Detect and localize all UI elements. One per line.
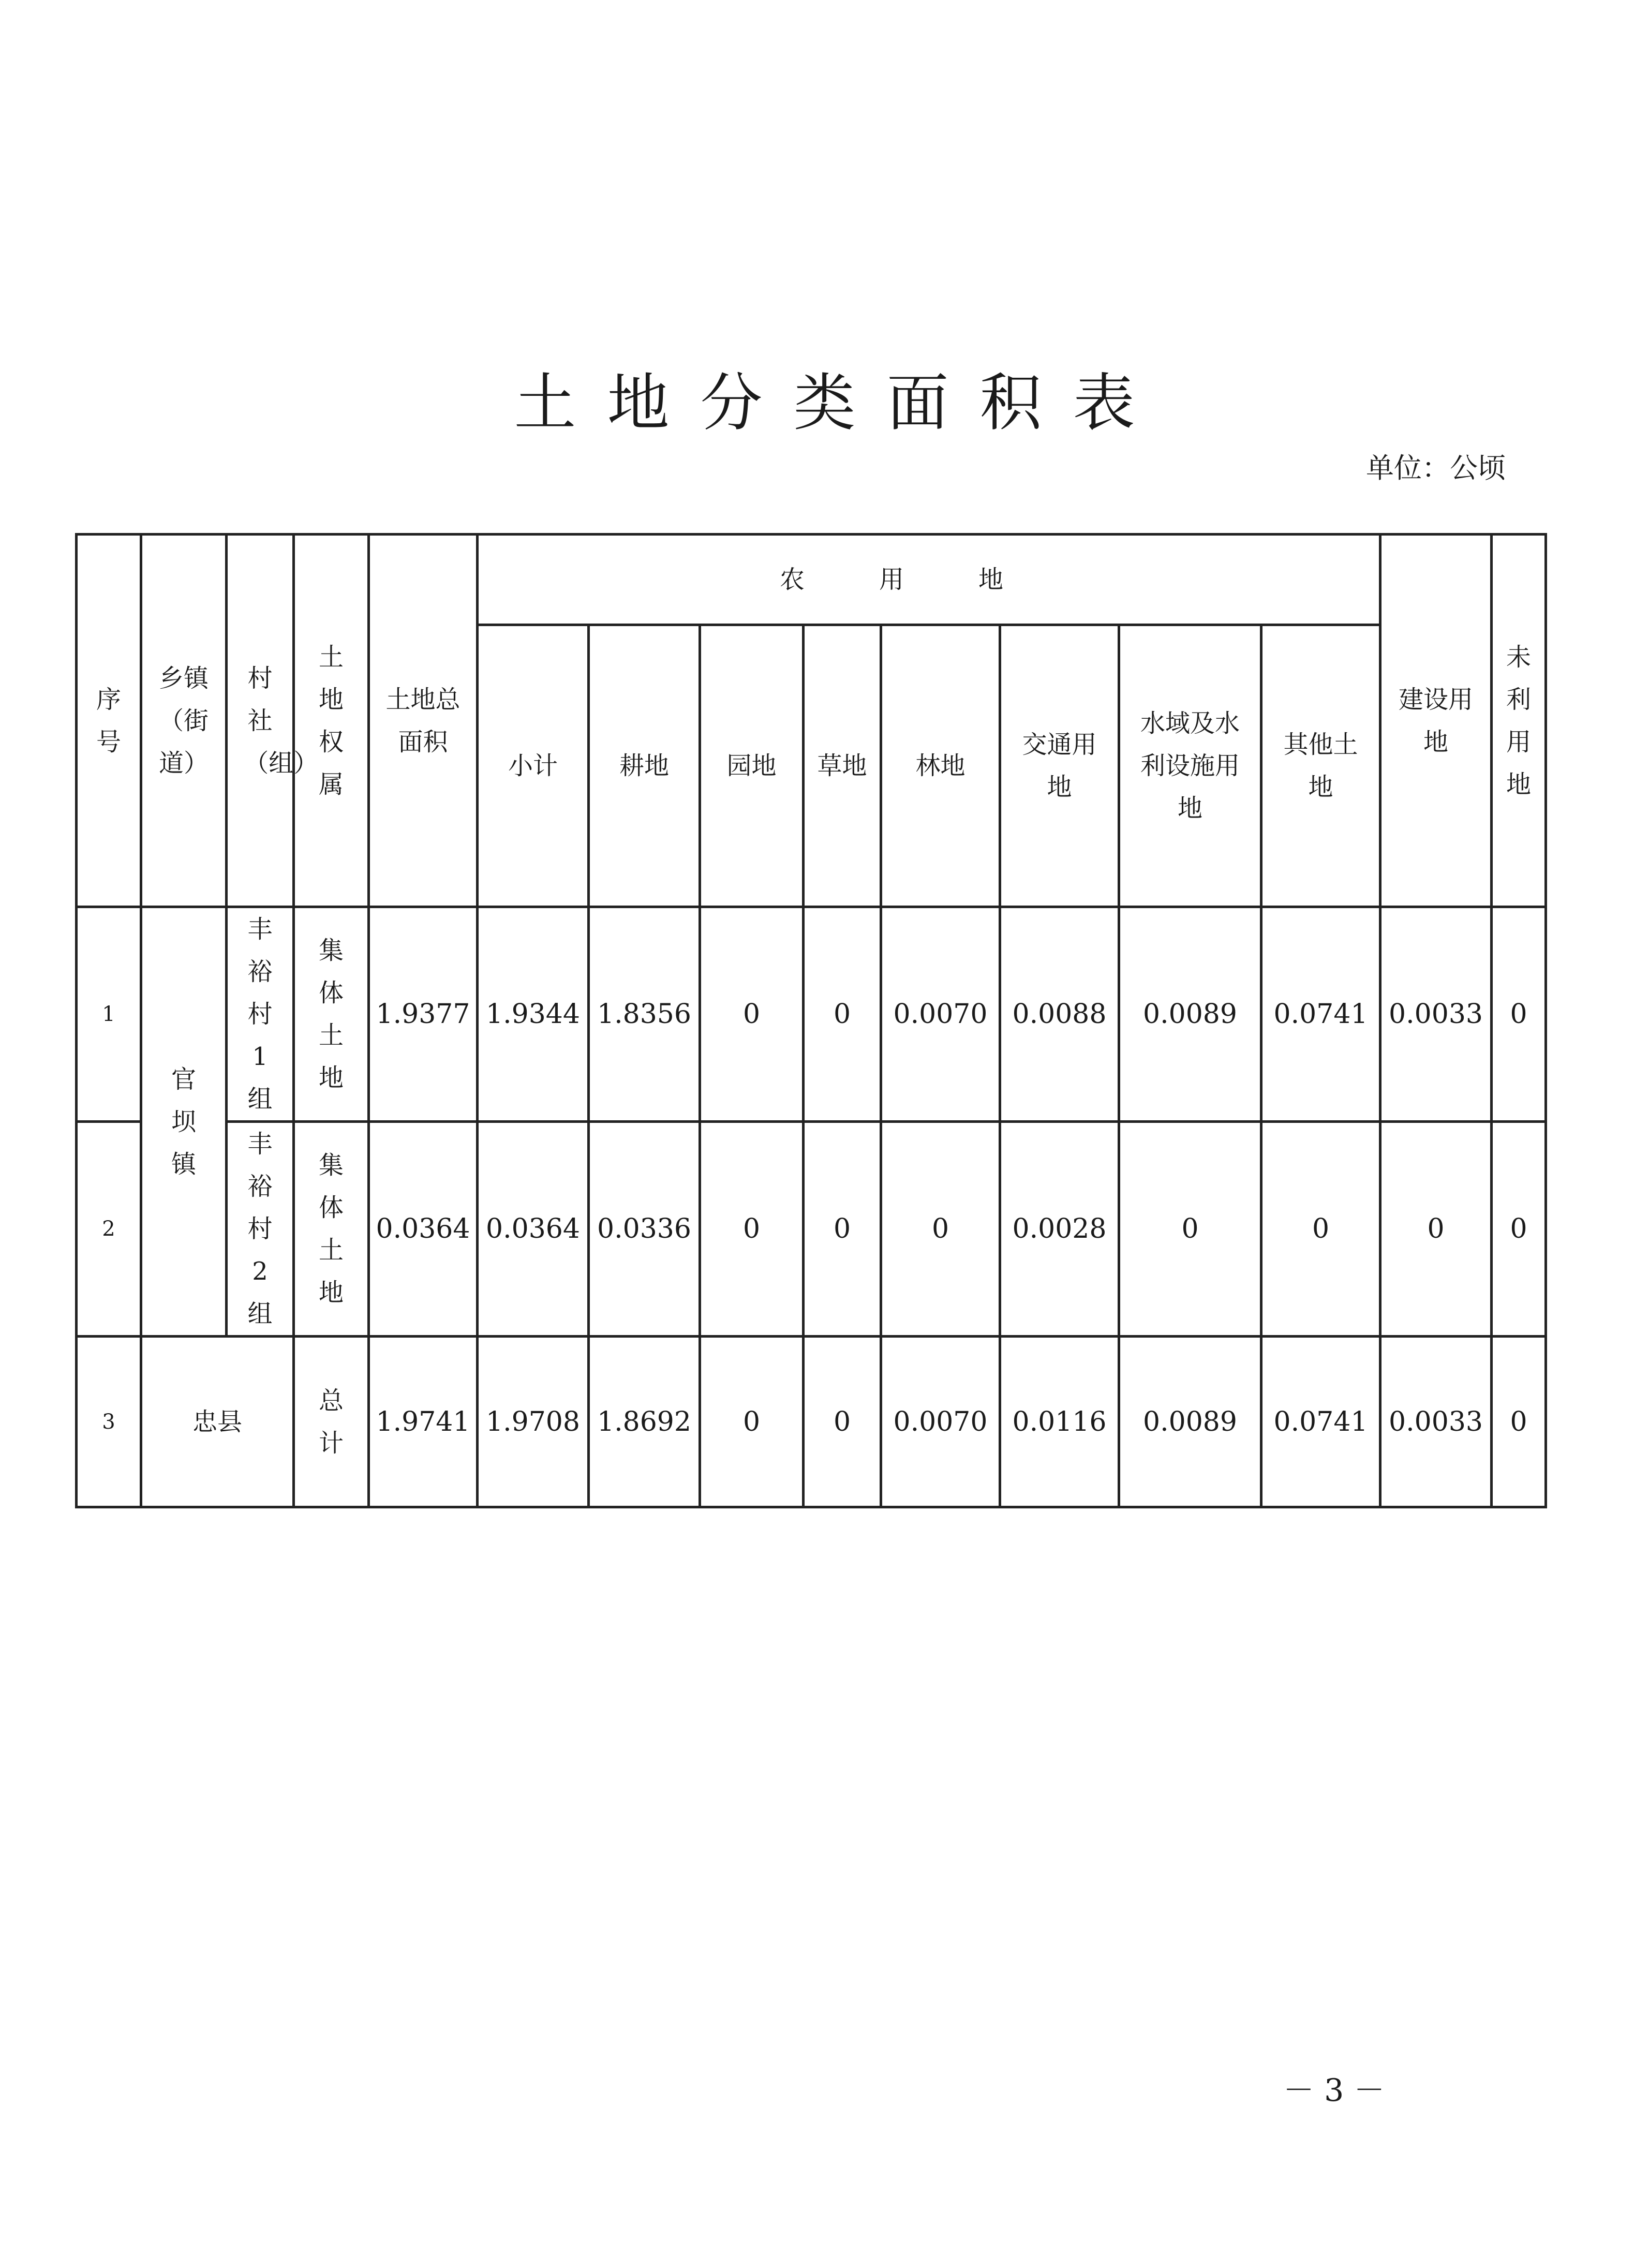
header-transport: 交通用地 bbox=[1000, 625, 1119, 907]
cell-total-area: 1.9741 bbox=[369, 1337, 478, 1507]
cell-forest: 0 bbox=[881, 1122, 1000, 1337]
cell-water: 0.0089 bbox=[1119, 907, 1261, 1122]
header-village: 村社（组） bbox=[227, 535, 294, 907]
unit-label: 单位：公顷 bbox=[1366, 452, 1506, 484]
table-row bbox=[77, 1122, 1546, 1337]
cell-transport: 0.0028 bbox=[1000, 1122, 1119, 1337]
header-ownership: 土地权属 bbox=[294, 535, 369, 907]
cell-subtotal: 1.9344 bbox=[478, 907, 589, 1122]
cell-garden: 0 bbox=[700, 1337, 804, 1507]
cell-unused: 0 bbox=[1492, 1337, 1546, 1507]
cell-cultivated: 1.8692 bbox=[589, 1337, 700, 1507]
cell-unused: 0 bbox=[1492, 1122, 1546, 1337]
cell-water: 0.0089 bbox=[1119, 1337, 1261, 1507]
cell-ownership: 集体土地 bbox=[294, 907, 369, 1122]
cell-other: 0.0741 bbox=[1261, 1337, 1380, 1507]
cell-water: 0 bbox=[1119, 1122, 1261, 1337]
cell-village: 丰裕村1组 bbox=[227, 907, 294, 1122]
cell-grassland: 0 bbox=[804, 1122, 881, 1337]
cell-total-label: 总计 bbox=[294, 1337, 369, 1507]
cell-grassland: 0 bbox=[804, 1337, 881, 1507]
cell-cultivated: 0.0336 bbox=[589, 1122, 700, 1337]
cell-village: 丰裕村2组 bbox=[227, 1122, 294, 1337]
cell-grassland: 0 bbox=[804, 907, 881, 1122]
header-forest: 林地 bbox=[881, 625, 1000, 907]
land-classification-table bbox=[75, 533, 1547, 1508]
cell-town: 官坝镇 bbox=[141, 907, 227, 1337]
page-number: － 3 － bbox=[1283, 2072, 1385, 2109]
cell-seq: 3 bbox=[77, 1337, 141, 1507]
header-total-area: 土地总面积 bbox=[369, 535, 478, 907]
header-row-1 bbox=[77, 535, 1546, 625]
header-town: 乡镇（街道） bbox=[141, 535, 227, 907]
cell-construction: 0 bbox=[1380, 1122, 1492, 1337]
cell-other: 0 bbox=[1261, 1122, 1380, 1337]
cell-construction: 0.0033 bbox=[1380, 1337, 1492, 1507]
header-other: 其他土地 bbox=[1261, 625, 1380, 907]
cell-subtotal: 0.0364 bbox=[478, 1122, 589, 1337]
cell-other: 0.0741 bbox=[1261, 907, 1380, 1122]
cell-garden: 0 bbox=[700, 907, 804, 1122]
cell-seq: 1 bbox=[77, 907, 141, 1122]
cell-garden: 0 bbox=[700, 1122, 804, 1337]
page-title: 土地分类面积表 bbox=[514, 367, 1166, 439]
header-seq: 序号 bbox=[77, 535, 141, 907]
cell-seq: 2 bbox=[77, 1122, 141, 1337]
cell-subtotal: 1.9708 bbox=[478, 1337, 589, 1507]
cell-total-area: 0.0364 bbox=[369, 1122, 478, 1337]
header-construction: 建设用地 bbox=[1380, 535, 1492, 907]
cell-cultivated: 1.8356 bbox=[589, 907, 700, 1122]
header-garden: 园地 bbox=[700, 625, 804, 907]
cell-unused: 0 bbox=[1492, 907, 1546, 1122]
cell-transport: 0.0088 bbox=[1000, 907, 1119, 1122]
table-row bbox=[77, 907, 1546, 1122]
header-agricultural: 农用地 bbox=[478, 535, 1380, 625]
header-water: 水域及水利设施用地 bbox=[1119, 625, 1261, 907]
cell-county: 忠县 bbox=[141, 1337, 294, 1507]
header-unused: 未利用地 bbox=[1492, 535, 1546, 907]
header-subtotal: 小计 bbox=[478, 625, 589, 907]
cell-ownership: 集体土地 bbox=[294, 1122, 369, 1337]
cell-total-area: 1.9377 bbox=[369, 907, 478, 1122]
table-row-total bbox=[77, 1337, 1546, 1507]
cell-forest: 0.0070 bbox=[881, 1337, 1000, 1507]
cell-forest: 0.0070 bbox=[881, 907, 1000, 1122]
header-grassland: 草地 bbox=[804, 625, 881, 907]
cell-transport: 0.0116 bbox=[1000, 1337, 1119, 1507]
header-cultivated: 耕地 bbox=[589, 625, 700, 907]
cell-construction: 0.0033 bbox=[1380, 907, 1492, 1122]
